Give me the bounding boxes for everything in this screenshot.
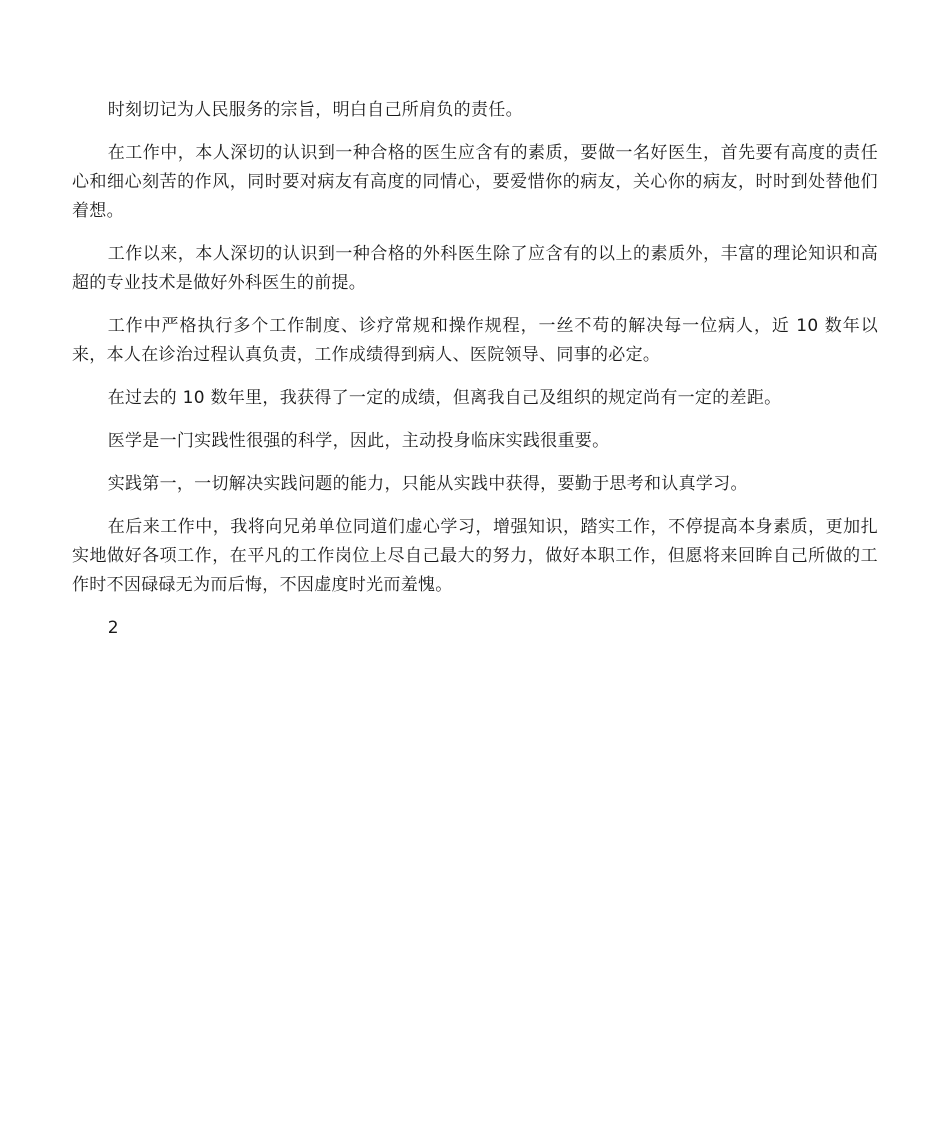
paragraph: 时刻切记为人民服务的宗旨，明白自己所肩负的责任。 bbox=[107, 100, 523, 120]
paragraph: 在后来工作中，我将向兄弟单位同道们虚心学习，增强知识，踏实工作，不停提高本身素质，更加扎实地做好各项工作，在平凡的工作岗位上尽自己最大的努力，做好本职工作，但愿将来回眸自己所做的工作时不因碌碌无为而后悔，不因虚度时光而羞愧。 bbox=[72, 517, 878, 595]
paragraph: 在过去的 10 数年里，我获得了一定的成绩，但离我自己及组织的规定尚有一定的差距。 bbox=[107, 388, 782, 408]
paragraph: 医学是一门实践性很强的科学，因此，主动投身临床实践很重要。 bbox=[107, 431, 610, 451]
paragraph: 实践第一，一切解决实践问题的能力，只能从实践中获得，要勤于思考和认真学习。 bbox=[107, 474, 748, 494]
paragraph: 在工作中，本人深切的认识到一种合格的医生应含有的素质，要做一名好医生，首先要有高度的责任心和细心刻苦的作风，同时要对病友有高度的同情心，要爱惜你的病友，关心你的病友，时时到处替他们着想。 bbox=[72, 143, 878, 221]
paragraph: 工作中严格执行多个工作制度、诊疗常规和操作规程，一丝不苟的解决每一位病人，近 10 数年以来，本人在诊治过程认真负责，工作成绩得到病人、医院领导、同事的必定。 bbox=[72, 316, 878, 365]
document-body bbox=[72, 96, 878, 657]
page-number-text: 2 bbox=[107, 618, 119, 638]
paragraph: 工作以来，本人深切的认识到一种合格的外科医生除了应含有的以上的素质外，丰富的理论知识和高超的专业技术是做好外科医生的前提。 bbox=[72, 244, 878, 293]
